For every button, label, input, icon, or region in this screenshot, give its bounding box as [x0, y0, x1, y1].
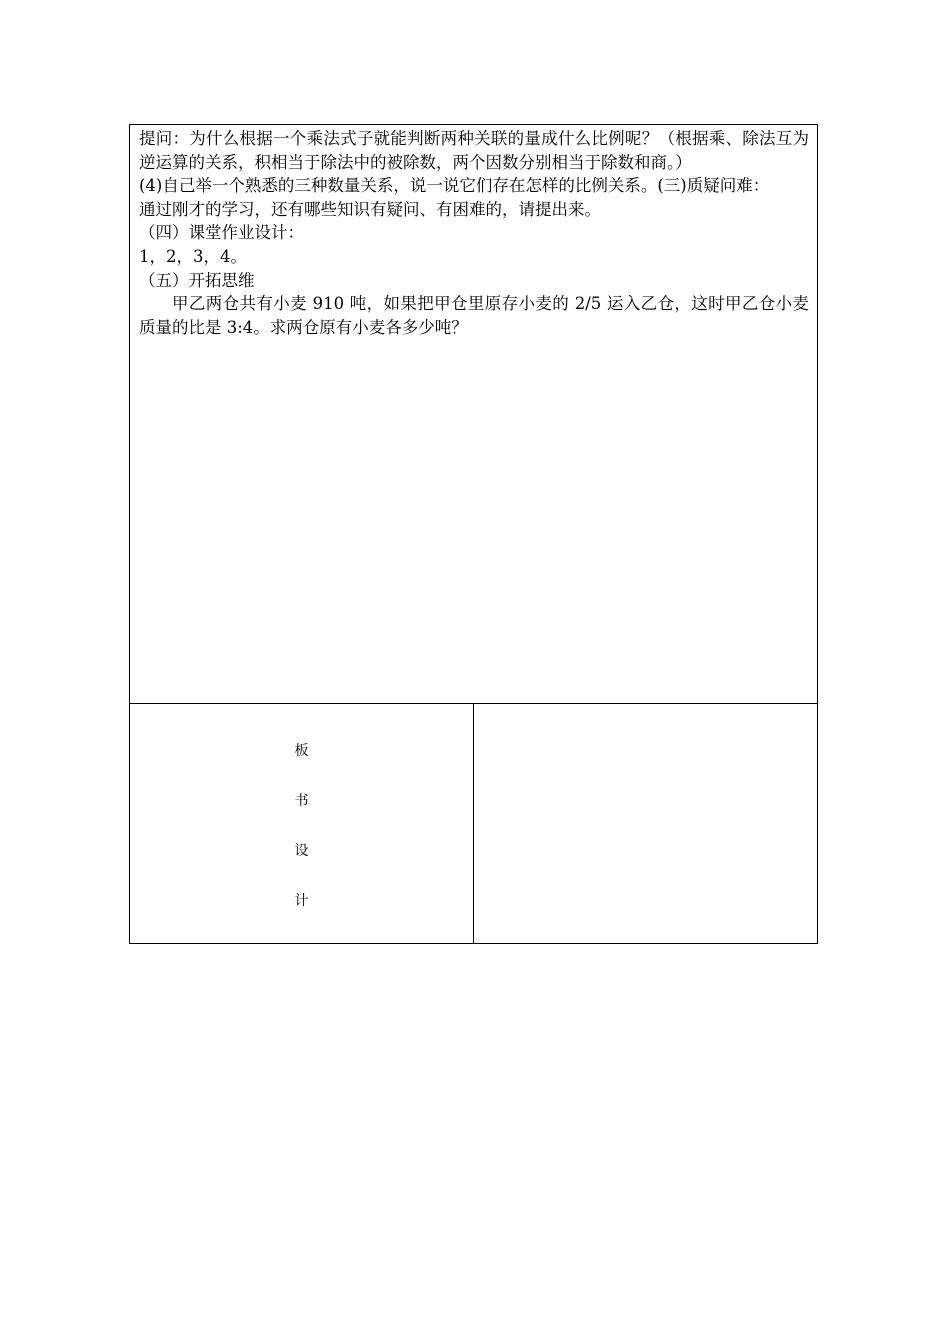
extension-heading: （五）开拓思维	[139, 270, 255, 290]
board-design-content-cell	[474, 704, 818, 944]
lesson-content-cell	[130, 125, 818, 704]
board-design-row	[130, 704, 818, 944]
label-char: 板	[294, 742, 309, 759]
question-paragraph: 提问：为什么根据一个乘法式子就能判断两种关联的量成什么比例呢？（根据乘、除法互为逆运算的关系，积相当于除法中的被除数，两个因数分别相当于除数和商。）	[139, 129, 809, 172]
extension-problem: 甲乙两仓共有小麦 910 吨，如果把甲仓里原存小麦的 2/5 运入乙仓，这时甲乙仓小麦质量的比是 3:4。求两仓原有小麦各多少吨？	[139, 294, 809, 337]
board-design-label-cell	[130, 704, 474, 944]
homework-items: 1，2，3，4。	[139, 246, 247, 266]
label-char: 设	[294, 842, 309, 859]
label-char: 书	[294, 792, 309, 809]
questions-paragraph: 通过刚才的学习，还有哪些知识有疑问、有困难的，请提出来。	[139, 199, 601, 219]
label-char: 计	[294, 892, 309, 909]
lesson-plan-table	[129, 124, 818, 944]
lesson-content	[130, 125, 817, 339]
activity-paragraph: (4)自己举一个熟悉的三种数量关系，说一说它们存在怎样的比例关系。(三)质疑问难：	[139, 176, 770, 196]
board-design-label	[130, 738, 473, 910]
content-row	[130, 125, 818, 704]
homework-heading: （四）课堂作业设计：	[139, 223, 304, 243]
